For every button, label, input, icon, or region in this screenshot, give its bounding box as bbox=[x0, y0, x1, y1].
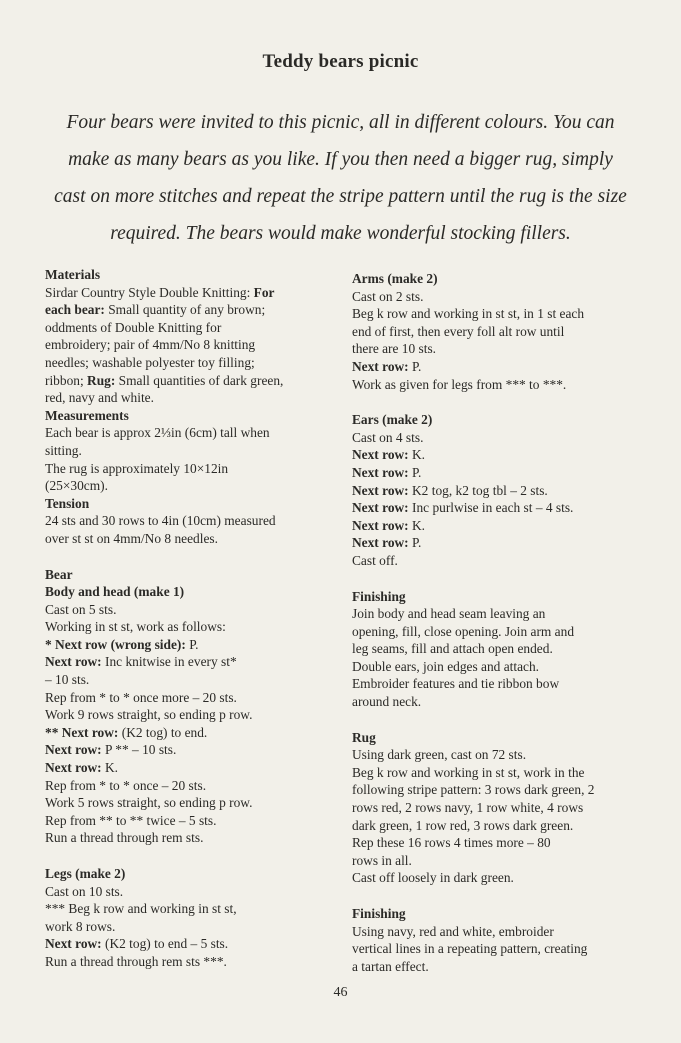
finishing-line: Double ears, join edges and attach. bbox=[352, 658, 540, 674]
measurements-line: Each bear is approx 2⅓in (6cm) tall when bbox=[45, 425, 270, 441]
bold-text: ** Next row: bbox=[45, 724, 119, 740]
materials-line: needles; washable polyester toy filling; bbox=[45, 354, 255, 370]
ears-heading: Ears (make 2) bbox=[352, 412, 433, 428]
materials-line bbox=[45, 284, 337, 302]
bear-line bbox=[45, 759, 337, 777]
bear-line: Working in st st, work as follows: bbox=[45, 619, 226, 635]
legs-line: work 8 rows. bbox=[45, 918, 116, 934]
page-number: 46 bbox=[333, 985, 348, 1000]
text: K. bbox=[408, 517, 426, 533]
text: P. bbox=[185, 636, 199, 652]
rug-line: following stripe pattern: 3 rows dark green, 2 bbox=[352, 782, 595, 798]
text: Inc knitwise in every st* bbox=[101, 654, 237, 670]
measurements-line: (25×30cm). bbox=[45, 478, 108, 494]
materials-heading: Materials bbox=[45, 267, 101, 282]
text: (K2 tog) to end. bbox=[118, 724, 208, 740]
text: Small quantity of any brown; bbox=[104, 302, 266, 318]
finishing-line: Join body and head seam leaving an bbox=[352, 606, 546, 622]
tension-line: 24 sts and 30 rows to 4in (10cm) measured bbox=[45, 513, 276, 529]
page-title: Teddy bears picnic bbox=[262, 51, 419, 72]
bear-line: Work 5 rows straight, so ending p row. bbox=[45, 795, 253, 811]
bold-text: Next row: bbox=[352, 358, 409, 374]
bold-text: For bbox=[253, 284, 275, 300]
rug-finishing-heading: Finishing bbox=[352, 906, 406, 921]
body-head-heading: Body and head (make 1) bbox=[45, 584, 185, 600]
arms-line: there are 10 sts. bbox=[352, 341, 437, 357]
bold-text: Next row: bbox=[352, 500, 409, 516]
text: (K2 tog) to end – 5 sts. bbox=[101, 936, 229, 952]
finishing-line: Embroider features and tie ribbon bow bbox=[352, 676, 560, 692]
rug-line: rows in all. bbox=[352, 852, 412, 868]
intro-line: Four bears were invited to this picnic, all in different colours. You can bbox=[66, 112, 615, 133]
bear-heading: Bear bbox=[45, 566, 73, 582]
arms-line: end of first, then every foll alt row until bbox=[352, 323, 565, 339]
tension-line: over st st on 4mm/No 8 needles. bbox=[45, 530, 218, 546]
intro-line: required. The bears would make wonderful stocking fillers. bbox=[110, 223, 571, 244]
ears-line: Cast on 4 sts. bbox=[352, 429, 424, 445]
tension-heading: Tension bbox=[45, 495, 90, 511]
bear-line bbox=[45, 653, 337, 671]
finishing-line: around neck. bbox=[352, 694, 422, 710]
ears-line bbox=[352, 517, 644, 535]
text: P. bbox=[408, 358, 422, 374]
rug-line: rows red, 2 rows navy, 1 row white, 4 rows bbox=[352, 800, 584, 816]
right-column bbox=[352, 270, 644, 975]
arms-line bbox=[352, 358, 644, 376]
ears-line: Cast off. bbox=[352, 552, 398, 568]
text: K. bbox=[408, 447, 426, 463]
legs-line bbox=[45, 935, 337, 953]
text: P. bbox=[408, 464, 422, 480]
materials-line bbox=[45, 372, 337, 390]
text: Small quantities of dark green, bbox=[115, 372, 284, 388]
bold-text: * Next row (wrong side): bbox=[45, 636, 186, 652]
intro-line: make as many bears as you like. If you then need a bigger rug, simply bbox=[68, 149, 613, 170]
bold-text: Rug: bbox=[87, 372, 116, 388]
ears-line bbox=[352, 499, 644, 517]
bear-line bbox=[45, 636, 337, 654]
text: K. bbox=[101, 760, 119, 776]
bold-text: Next row: bbox=[45, 654, 102, 670]
bear-line: Cast on 5 sts. bbox=[45, 601, 117, 617]
ears-line bbox=[352, 464, 644, 482]
arms-line: Work as given for legs from *** to ***. bbox=[352, 376, 567, 392]
text: P ** – 10 sts. bbox=[101, 742, 177, 758]
text: P. bbox=[408, 535, 422, 551]
bold-text: Next row: bbox=[45, 760, 102, 776]
bear-line: Rep from * to * once – 20 sts. bbox=[45, 777, 207, 793]
text: Sirdar Country Style Double Knitting: bbox=[45, 284, 254, 300]
bear-line bbox=[45, 741, 337, 759]
bold-text: Next row: bbox=[352, 482, 409, 498]
materials-line: embroidery; pair of 4mm/No 8 knitting bbox=[45, 337, 256, 353]
intro-paragraph bbox=[34, 104, 647, 252]
text: K2 tog, k2 tog tbl – 2 sts. bbox=[408, 482, 548, 498]
bear-line: Work 9 rows straight, so ending p row. bbox=[45, 707, 253, 723]
bold-text: Next row: bbox=[352, 447, 409, 463]
measurements-line: sitting. bbox=[45, 442, 82, 458]
rug-line: Beg k row and working in st st, work in the bbox=[352, 764, 585, 780]
materials-line bbox=[45, 301, 337, 319]
bold-text: Next row: bbox=[352, 535, 409, 551]
intro-line: cast on more stitches and repeat the stripe pattern until the rug is the size bbox=[54, 186, 627, 207]
ears-line bbox=[352, 446, 644, 464]
arms-line: Beg k row and working in st st, in 1 st each bbox=[352, 306, 585, 322]
legs-line: Run a thread through rem sts ***. bbox=[45, 953, 227, 969]
rug-line: dark green, 1 row red, 3 rows dark green. bbox=[352, 817, 574, 833]
arms-heading: Arms (make 2) bbox=[352, 271, 438, 286]
legs-heading: Legs (make 2) bbox=[45, 866, 126, 881]
materials-line: oddments of Double Knitting for bbox=[45, 319, 222, 335]
bear-line: Rep from ** to ** twice – 5 sts. bbox=[45, 812, 217, 828]
bear-line: Run a thread through rem sts. bbox=[45, 830, 204, 846]
rug-line: Cast off loosely in dark green. bbox=[352, 870, 514, 886]
finishing-heading: Finishing bbox=[352, 588, 406, 604]
ears-line bbox=[352, 482, 644, 500]
finishing-line: leg seams, fill and attach open ended. bbox=[352, 641, 553, 657]
legs-line: Cast on 10 sts. bbox=[45, 883, 124, 899]
left-column bbox=[45, 266, 337, 971]
rug-heading: Rug bbox=[352, 729, 376, 745]
rug-line: Rep these 16 rows 4 times more – 80 bbox=[352, 835, 551, 851]
bear-line bbox=[45, 724, 337, 742]
bold-text: Next row: bbox=[45, 742, 102, 758]
measurements-line: The rug is approximately 10×12in bbox=[45, 460, 229, 476]
bear-line: – 10 sts. bbox=[45, 672, 90, 688]
rug-finishing-line: a tartan effect. bbox=[352, 958, 429, 974]
finishing-line: opening, fill, close opening. Join arm and bbox=[352, 623, 575, 639]
bold-text: Next row: bbox=[45, 936, 102, 952]
rug-finishing-line: Using navy, red and white, embroider bbox=[352, 923, 554, 939]
ears-line bbox=[352, 534, 644, 552]
text: ribbon; bbox=[45, 372, 88, 388]
materials-line: red, navy and white. bbox=[45, 390, 154, 406]
arms-line: Cast on 2 sts. bbox=[352, 288, 424, 304]
rug-line: Using dark green, cast on 72 sts. bbox=[352, 747, 527, 763]
rug-finishing-line: vertical lines in a repeating pattern, creating bbox=[352, 941, 588, 957]
measurements-heading: Measurements bbox=[45, 407, 129, 423]
text: Inc purlwise in each st – 4 sts. bbox=[408, 500, 574, 516]
bear-line: Rep from * to * once more – 20 sts. bbox=[45, 689, 237, 705]
legs-line: *** Beg k row and working in st st, bbox=[45, 901, 237, 917]
bold-text: Next row: bbox=[352, 464, 409, 480]
bold-text: each bear: bbox=[45, 302, 105, 318]
bold-text: Next row: bbox=[352, 517, 409, 533]
